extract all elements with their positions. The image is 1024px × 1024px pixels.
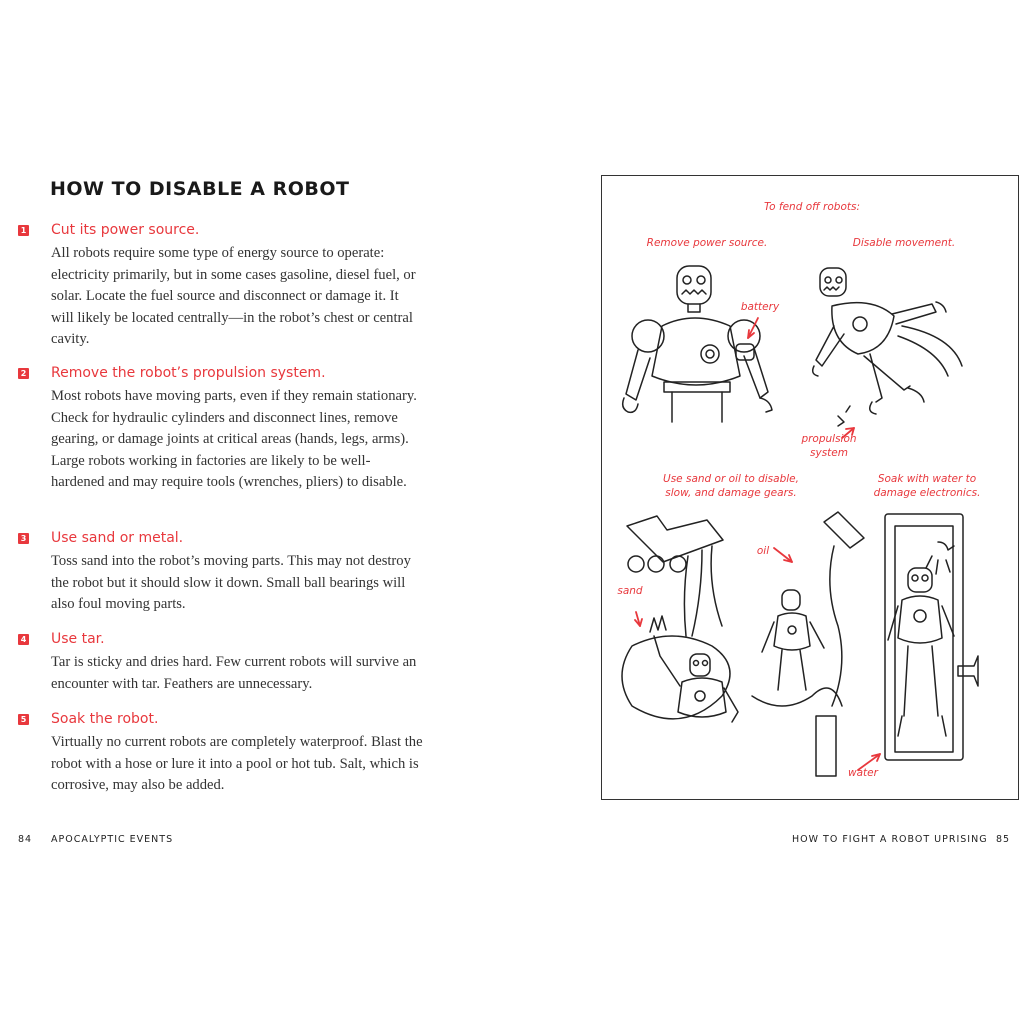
- step-title: Use sand or metal.: [51, 530, 184, 546]
- page-title: HOW TO DISABLE A ROBOT: [50, 178, 350, 200]
- robot-movement-drawing: [813, 268, 962, 426]
- page-number-right: 85: [996, 834, 1011, 845]
- step-number-badge: 3: [18, 533, 29, 544]
- step-body: Most robots have moving parts, even if they remain stationary. Check for hydraulic cylinders and disconnect lines, remove gearing, or damage joints at critical areas (hands, legs, arms). Large robots working in factories are likely to be well-hardened and may require tools (wrenches, pliers) to disable.: [51, 388, 417, 490]
- step-body: Virtually no current robots are completely waterproof. Blast the robot with a hose or lure it into a pool or hot tub. Salt, which is corrosive, may also be added.: [51, 734, 423, 793]
- illustration-heading: To fend off robots:: [764, 201, 860, 213]
- step-number-badge: 1: [18, 225, 29, 236]
- step-5: [18, 711, 428, 797]
- caption-water: Soak with water to damage electronics.: [873, 473, 981, 499]
- step-3: [18, 530, 428, 616]
- step-body: Toss sand into the robot’s moving parts. This may not destroy the robot but it should slow it down. Small ball bearings will also foul moving parts.: [51, 553, 411, 612]
- caption-sand-oil: Use sand or oil to disable, slow, and damage gears.: [663, 473, 799, 499]
- step-4: [18, 631, 428, 695]
- step-number-badge: 2: [18, 368, 29, 379]
- robot-water-drawing: [885, 514, 978, 760]
- label-oil: oil: [756, 545, 770, 557]
- illustration-panel: [601, 175, 1019, 800]
- step-2: [18, 365, 428, 494]
- step-number-badge: 5: [18, 714, 29, 725]
- step-title: Soak the robot.: [51, 711, 159, 727]
- robot-battery-drawing: [623, 266, 772, 422]
- step-body: Tar is sticky and dries hard. Few current robots will survive an encounter with tar. Feathers are unnecessary.: [51, 654, 417, 692]
- label-sand: sand: [617, 585, 643, 597]
- label-water: water: [848, 767, 878, 779]
- step-number-badge: 4: [18, 634, 29, 645]
- step-title: Remove the robot’s propulsion system.: [51, 365, 326, 381]
- right-page: [512, 0, 1024, 1024]
- section-title-right: HOW TO FIGHT A ROBOT UPRISING: [792, 834, 988, 845]
- step-1: [18, 222, 428, 351]
- caption-power: Remove power source.: [646, 237, 768, 249]
- step-title: Cut its power source.: [51, 222, 200, 238]
- step-title: Use tar.: [51, 631, 105, 647]
- section-title-left: APOCALYPTIC EVENTS: [51, 834, 174, 845]
- robot-sand-oil-drawing: [622, 512, 864, 776]
- caption-movement: Disable movement.: [852, 237, 956, 249]
- label-battery: battery: [740, 301, 780, 313]
- label-propulsion: propulsion system: [801, 433, 857, 459]
- page-number-left: 84: [18, 834, 33, 845]
- step-body: All robots require some type of energy source to operate: electricity primarily, but in some cases gasoline, diesel fuel, or solar. Locate the fuel source and disconnect or damage it. It will likely be located centrally—in the robot’s chest or central cavity.: [51, 245, 416, 347]
